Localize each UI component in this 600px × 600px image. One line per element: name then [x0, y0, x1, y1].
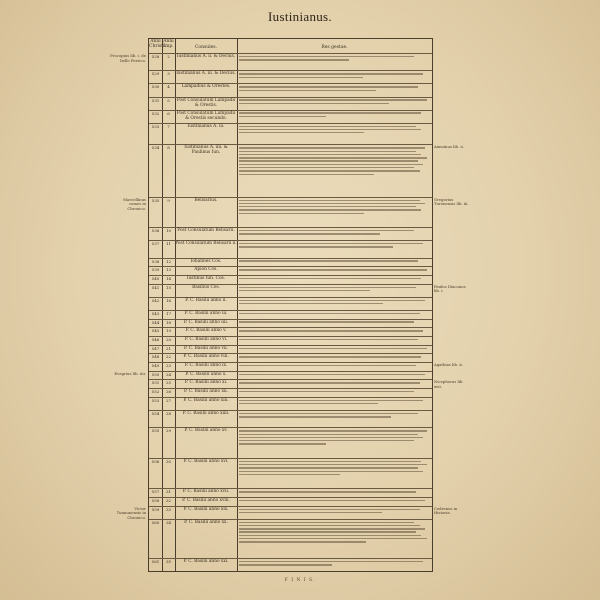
row-event-text [239, 328, 429, 335]
row-consuls: P. C. Basilii anno xvii. [182, 489, 230, 495]
table-row [149, 353, 432, 362]
table-row [149, 144, 432, 196]
table-row [149, 558, 432, 571]
row-consuls: P. C. Basilii anno ix. [184, 363, 228, 369]
row-year: 542 [151, 297, 160, 303]
row-reign-year: 22 [165, 354, 172, 360]
text-line [239, 151, 416, 152]
text-line [239, 209, 421, 210]
row-year: 549 [151, 363, 160, 369]
row-reign-year: 12 [165, 258, 172, 264]
text-line [239, 157, 427, 158]
table-row [149, 97, 432, 110]
text-line [239, 321, 414, 322]
row-year: 538 [151, 258, 160, 264]
table-row [149, 336, 432, 345]
text-line [239, 90, 376, 91]
row-event-text [239, 320, 429, 327]
row-consuls: P. C. Basilii anno viii. [183, 354, 229, 360]
row-event-text [239, 380, 429, 387]
page-footer: F I N I S. [284, 578, 316, 583]
row-consuls: Iustinianus A. iii. & Decius. [176, 71, 236, 77]
row-reign-year: 24 [165, 371, 172, 377]
row-year: 530 [151, 84, 160, 90]
row-event-text [239, 428, 429, 456]
row-year: 533 [151, 123, 160, 129]
text-line [239, 561, 423, 562]
text-line [239, 467, 418, 468]
right-margin-note: Paulus Diaconus lib. i. [434, 283, 466, 294]
row-year: 535 [151, 197, 160, 203]
text-line [239, 471, 423, 472]
row-event-text [239, 520, 429, 557]
row-event-text [239, 372, 429, 379]
table-row [149, 240, 432, 257]
row-year: 552 [151, 389, 160, 395]
text-line [239, 416, 391, 417]
right-margin-note: Cedrenus in Historia. [434, 505, 458, 516]
right-margin-note: Aimoinus lib. ii. [434, 144, 465, 150]
table-row [149, 110, 432, 123]
text-line [239, 56, 414, 57]
row-year: 543 [151, 310, 160, 316]
row-event-text [239, 311, 429, 318]
row-event-text [239, 54, 429, 69]
header-year: Anni Christi. [149, 39, 166, 49]
text-line [239, 243, 423, 244]
text-line [239, 535, 421, 536]
row-consuls: P. C. Basilii anno iii. [184, 310, 228, 316]
row-consuls: Iustinianus A. ii. & Decius. [176, 54, 236, 59]
text-line [239, 330, 423, 331]
row-consuls: P. C. Basilii anno xv. [184, 428, 228, 434]
table-row [149, 70, 432, 83]
row-consuls: Belisarius. [194, 197, 218, 203]
row-consuls: P. C. Basilii anno xi. [184, 380, 228, 386]
row-event-text [239, 411, 429, 426]
row-year: 551 [151, 380, 160, 386]
row-year: 536 [151, 228, 160, 234]
row-reign-year: 6 [167, 110, 170, 116]
table-row [149, 123, 432, 145]
row-event-text [239, 354, 429, 361]
text-line [239, 126, 416, 127]
row-year: 537 [151, 241, 160, 247]
row-consuls: Iustinianus A. iiii. & Paulinus Iun. [184, 145, 228, 156]
header-consuls: Consules. [194, 45, 218, 50]
row-year: 547 [151, 345, 160, 351]
row-reign-year: 28 [165, 410, 172, 416]
row-event-text [239, 337, 429, 344]
row-reign-year: 16 [165, 297, 172, 303]
text-line [239, 528, 425, 529]
text-line [239, 541, 366, 542]
text-line [239, 525, 420, 526]
row-consuls: P. C. Basilii anno v. [185, 328, 227, 334]
row-consuls: P. C. Basilii anno xviii. [182, 498, 230, 503]
table-row [149, 297, 432, 310]
row-event-text [239, 267, 429, 274]
text-line [239, 391, 414, 392]
chronology-table [148, 38, 433, 572]
table-row [149, 83, 432, 96]
row-consuls: P. C. Basilii anno xx. [184, 519, 228, 525]
text-line [239, 174, 374, 175]
row-year: 556 [151, 458, 160, 464]
row-consuls: P. C. Basilii anno xiii. [183, 397, 229, 403]
left-margin-note: Evagrius lib. iiii. [114, 370, 146, 376]
text-line [239, 203, 425, 204]
row-event-text [239, 228, 429, 239]
row-year: 550 [151, 371, 160, 377]
table-row [149, 310, 432, 319]
row-reign-year: 4 [167, 84, 170, 90]
row-year: 559 [151, 506, 160, 512]
row-reign-year: 21 [165, 345, 172, 351]
header-events: Res gestae. [321, 45, 348, 50]
row-event-text [239, 398, 429, 409]
text-line [239, 206, 416, 207]
row-reign-year: 26 [165, 389, 172, 395]
row-reign-year: 11 [165, 241, 172, 247]
right-margin-note: Gregorius Turonensis lib. iii. [434, 196, 469, 207]
row-year: 553 [151, 397, 160, 403]
row-reign-year: 15 [165, 284, 172, 290]
row-event-text [239, 285, 429, 296]
row-event-text [239, 241, 429, 256]
row-year: 532 [151, 110, 160, 116]
row-reign-year: 8 [167, 145, 170, 151]
table-row [149, 379, 432, 388]
table-row [149, 275, 432, 284]
row-event-text [239, 84, 429, 95]
table-row [149, 266, 432, 275]
text-line [239, 509, 420, 510]
row-reign-year: 13 [165, 267, 172, 273]
text-line [239, 434, 418, 435]
row-reign-year: 29 [165, 428, 172, 434]
row-year: 546 [151, 336, 160, 342]
text-line [239, 440, 414, 441]
table-row [149, 397, 432, 410]
row-year: 545 [151, 328, 160, 334]
text-line [239, 164, 423, 165]
row-event-text [239, 111, 429, 122]
text-line [239, 112, 421, 113]
table-row [149, 319, 432, 328]
row-event-text [239, 71, 429, 82]
row-reign-year: 10 [165, 228, 172, 234]
table-row [149, 519, 432, 558]
row-reign-year: 14 [165, 276, 172, 281]
row-reign-year: 19 [165, 328, 172, 334]
row-reign-year: 34 [165, 519, 172, 525]
text-line [239, 500, 425, 501]
text-line [239, 200, 420, 201]
row-consuls: P. C. Basilii anno ii. [185, 297, 227, 303]
row-reign-year: 7 [167, 123, 170, 129]
row-consuls: Post Consulatum Lampadii & Orestis secundo. [176, 110, 236, 121]
text-line [239, 382, 420, 383]
row-consuls: P. C. Basilii anno xvi. [183, 458, 229, 464]
left-margin-note: Procopius lib. i. de bello Persico. [110, 53, 146, 63]
left-margin-note: Marcellinus comes in Chronico. [123, 196, 146, 211]
row-year: 539 [151, 267, 160, 273]
text-line [239, 365, 416, 366]
text-line [239, 59, 349, 60]
table-row [149, 362, 432, 371]
table-row [149, 53, 432, 70]
row-event-text [239, 259, 429, 266]
row-reign-year: 25 [165, 380, 172, 386]
row-event-text [239, 489, 429, 496]
text-line [239, 474, 340, 475]
row-year: 554 [151, 410, 160, 416]
row-reign-year: 35 [165, 558, 172, 564]
row-consuls: P. C. Basilii anno xix. [183, 506, 229, 512]
text-line [239, 287, 416, 288]
row-reign-year: 32 [165, 498, 172, 503]
row-event-text [239, 363, 429, 370]
header-reign-year: Anni Imp. [163, 39, 174, 49]
row-year: 544 [151, 319, 160, 325]
row-consuls: Post Consulatum Belisarii ii. [175, 241, 237, 247]
row-reign-year: 18 [165, 319, 172, 325]
text-line [239, 160, 418, 161]
row-year: 555 [151, 428, 160, 434]
row-year: 528 [151, 54, 160, 59]
text-line [239, 77, 363, 78]
row-reign-year: 33 [165, 506, 172, 512]
row-consuls: Apion Cos. [194, 267, 218, 273]
row-reign-year: 30 [165, 458, 172, 464]
text-line [239, 116, 326, 117]
text-line [239, 303, 383, 304]
row-year: 548 [151, 354, 160, 360]
right-margin-note: Agathias lib. ii. [434, 362, 463, 368]
text-line [239, 132, 364, 133]
text-line [239, 167, 414, 168]
row-consuls: Iustinus Iun. Cos. [186, 276, 226, 281]
row-consuls: P. C. Basilii anno iiii. [183, 319, 229, 325]
text-line [239, 400, 423, 401]
text-line [239, 230, 414, 231]
row-consuls: P. C. Basilii anno xii. [184, 389, 228, 395]
text-line [239, 278, 421, 279]
row-year: 561 [151, 558, 160, 564]
row-event-text [239, 124, 429, 144]
text-line [239, 538, 427, 539]
text-line [239, 154, 421, 155]
table-row [149, 327, 432, 336]
row-event-text [239, 389, 429, 396]
row-event-text [239, 198, 429, 226]
table-row [149, 197, 432, 227]
row-consuls: P. C. Basilii anno xxi. [183, 558, 229, 564]
row-consuls: P. C. Basilii anno vii. [184, 345, 228, 351]
text-line [239, 103, 389, 104]
table-row [149, 388, 432, 397]
row-year: 560 [151, 519, 160, 525]
table-row [149, 284, 432, 297]
text-line [239, 213, 364, 214]
text-line [239, 246, 393, 247]
row-year: 541 [151, 284, 160, 290]
text-line [239, 233, 380, 234]
text-line [239, 413, 418, 414]
text-line [239, 522, 414, 523]
text-line [239, 300, 425, 301]
text-line [239, 86, 418, 87]
left-margin-note: Victor Tunnunensis in Chronico. [116, 505, 146, 520]
text-line [239, 73, 423, 74]
row-year: 557 [151, 489, 160, 495]
row-consuls: Post Consulatum Lampadii & Orestis. [176, 97, 236, 108]
text-line [239, 348, 427, 349]
row-event-text [239, 559, 429, 570]
table-row [149, 410, 432, 427]
row-year: 529 [151, 71, 160, 77]
table-row [149, 371, 432, 380]
text-line [239, 260, 418, 261]
text-line [239, 147, 425, 148]
text-line [239, 403, 378, 404]
text-line [239, 269, 427, 270]
row-consuls: Iustinianus A. iii. [187, 123, 225, 129]
row-consuls: Iohannes Cos. [190, 258, 222, 264]
row-event-text [239, 98, 429, 109]
row-reign-year: 5 [167, 97, 170, 103]
row-reign-year: 27 [165, 397, 172, 403]
text-line [239, 313, 420, 314]
row-event-text [239, 276, 429, 283]
row-event-text [239, 459, 429, 487]
row-consuls: Lampadius & Orestes. [181, 84, 231, 90]
text-line [239, 170, 420, 171]
text-line [239, 564, 332, 565]
text-line [239, 129, 421, 130]
row-reign-year: 31 [165, 489, 172, 495]
row-reign-year: 17 [165, 310, 172, 316]
table-row [149, 488, 432, 497]
text-line [239, 99, 427, 100]
row-reign-year: 20 [165, 336, 172, 342]
table-row [149, 227, 432, 240]
row-event-text [239, 507, 429, 518]
table-row [149, 345, 432, 354]
row-reign-year: 3 [167, 71, 170, 77]
page-title: Iustinianus. [268, 9, 332, 24]
row-event-text [239, 145, 429, 195]
table-row [149, 458, 432, 488]
text-line [239, 491, 416, 492]
right-margin-note: Nicephorus lib. xvii. [434, 379, 464, 390]
row-year: 534 [151, 145, 160, 151]
text-line [239, 290, 370, 291]
row-year: 540 [151, 276, 160, 281]
text-line [239, 430, 427, 431]
table-row [149, 497, 432, 506]
row-year: 558 [151, 498, 160, 503]
text-line [239, 339, 418, 340]
row-event-text [239, 298, 429, 309]
row-reign-year: 2 [167, 54, 170, 59]
row-reign-year: 9 [167, 197, 170, 203]
table-row [149, 506, 432, 519]
row-event-text [239, 498, 429, 505]
row-consuls: P. C. Basilii anno xiiii. [182, 410, 230, 416]
text-line [239, 531, 416, 532]
text-line [239, 512, 382, 513]
row-event-text [239, 346, 429, 353]
text-line [239, 356, 421, 357]
table-row [149, 258, 432, 267]
row-reign-year: 23 [165, 363, 172, 369]
row-year: 531 [151, 97, 160, 103]
row-consuls: P. C. Basilii anno x. [185, 371, 227, 377]
table-row [149, 427, 432, 457]
row-consuls: Basilius Cos. [192, 284, 220, 290]
text-line [239, 374, 425, 375]
text-line [239, 437, 423, 438]
text-line [239, 461, 421, 462]
row-consuls: Post Consulatum Belisarii. [177, 228, 235, 234]
text-line [239, 443, 326, 444]
row-consuls: P. C. Basilii anno vi. [184, 336, 228, 342]
text-line [239, 464, 427, 465]
